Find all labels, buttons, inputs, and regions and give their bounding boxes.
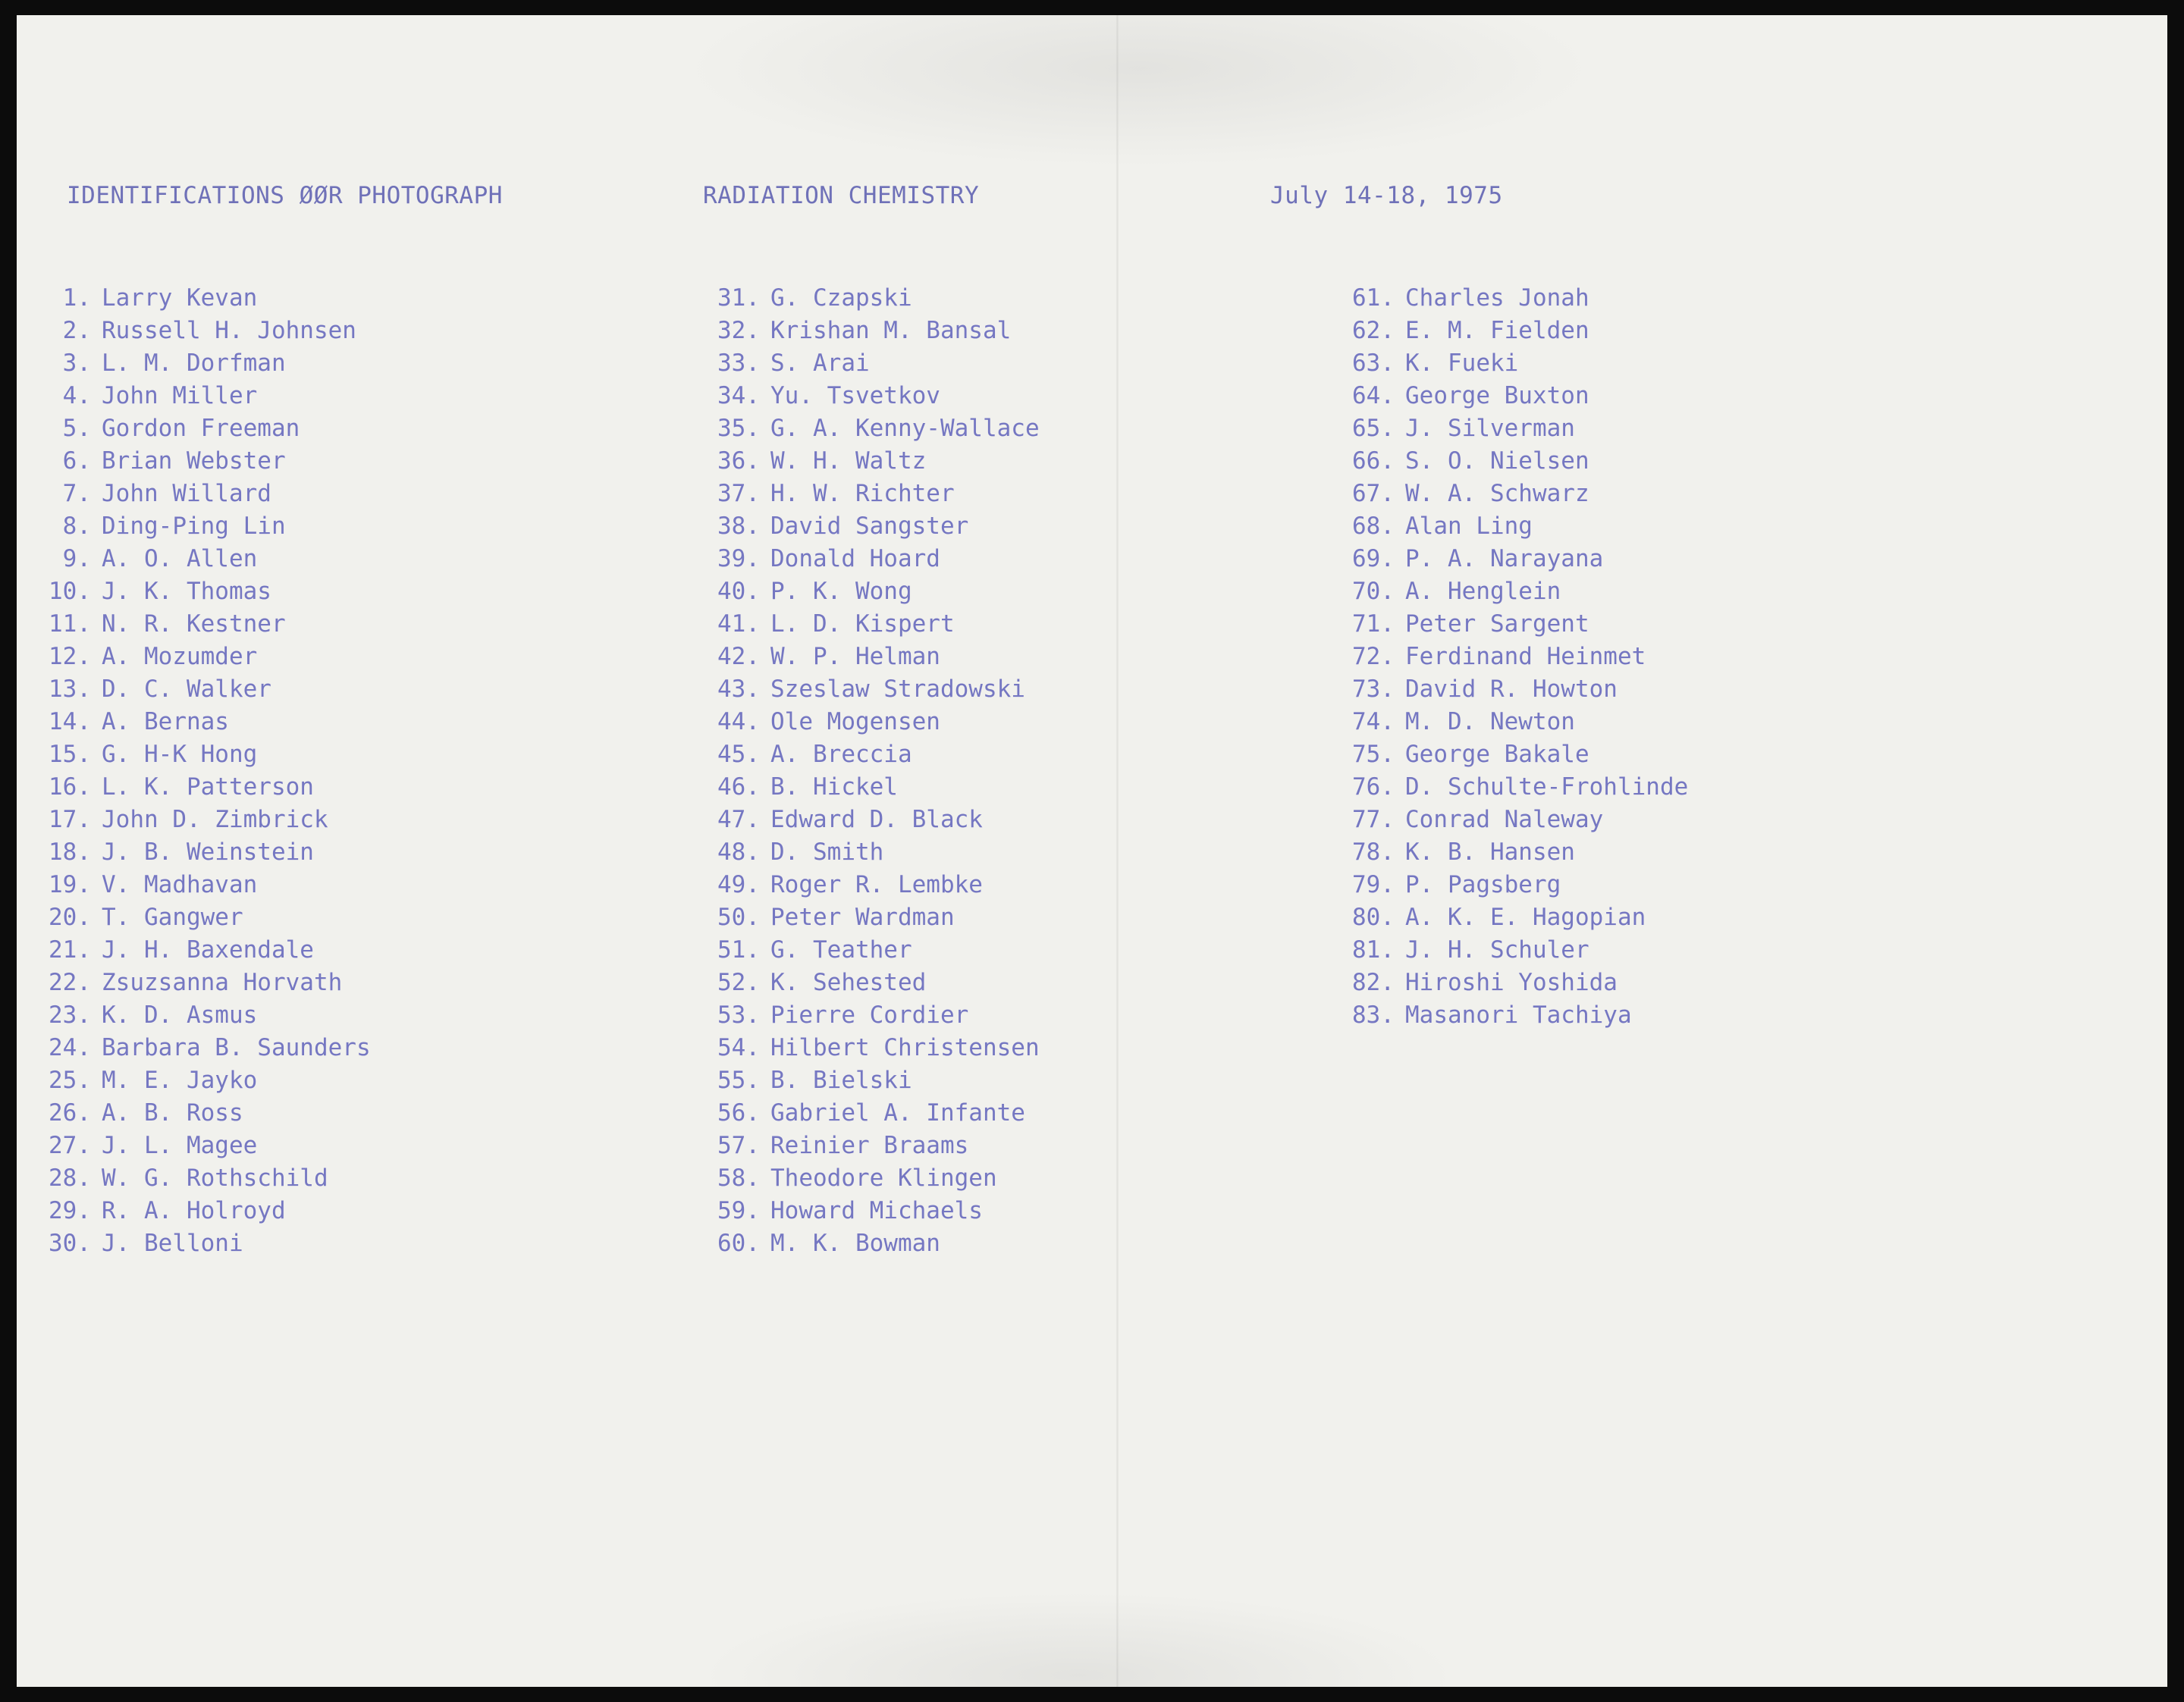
- entry-name: Gordon Freeman: [102, 415, 300, 442]
- entry-number: 21.: [49, 936, 91, 964]
- entry-name: A. K. E. Hagopian: [1405, 904, 1646, 931]
- entry-name: Brian Webster: [102, 447, 286, 475]
- entry-name: Hiroshi Yoshida: [1405, 969, 1618, 996]
- entry-name: B. Bielski: [770, 1067, 912, 1094]
- entry-name: D. Smith: [770, 838, 884, 866]
- entry-number: 41.: [717, 610, 760, 638]
- list-item: [676, 1064, 1040, 1097]
- entry-name: S. Arai: [770, 349, 870, 377]
- entry-name: E. M. Fielden: [1405, 317, 1589, 344]
- list-item: [17, 282, 371, 315]
- list-item: [676, 738, 1040, 771]
- list-item: [676, 445, 1040, 478]
- document-page: [17, 15, 2167, 1687]
- entry-number: 10.: [49, 578, 91, 605]
- bottom-smudge: [699, 1592, 1458, 1687]
- entry-number: 70.: [1352, 578, 1395, 605]
- entry-number: 69.: [1352, 545, 1395, 572]
- entry-name: J. H. Schuler: [1405, 936, 1589, 964]
- entry-number: 35.: [717, 415, 760, 442]
- entry-name: G. H-K Hong: [102, 741, 258, 768]
- list-item: [676, 967, 1040, 999]
- list-item: [676, 543, 1040, 575]
- list-item: [676, 869, 1040, 901]
- entry-number: 22.: [49, 969, 91, 996]
- list-item: [676, 347, 1040, 380]
- list-item: [17, 543, 371, 575]
- entry-name: Hilbert Christensen: [770, 1034, 1040, 1061]
- list-item: [17, 869, 371, 901]
- entry-number: 66.: [1352, 447, 1395, 475]
- name-column-3: [1311, 282, 1688, 1032]
- entry-name: Reinier Braams: [770, 1132, 969, 1159]
- entry-name: G. A. Kenny-Wallace: [770, 415, 1040, 442]
- list-item: [676, 380, 1040, 412]
- entry-name: G. Teather: [770, 936, 912, 964]
- list-item: [1311, 641, 1688, 673]
- entry-number: 64.: [1352, 382, 1395, 409]
- entry-number: 19.: [49, 871, 91, 898]
- list-item: [17, 1130, 371, 1162]
- entry-name: Charles Jonah: [1405, 284, 1589, 312]
- list-item: [676, 478, 1040, 510]
- list-item: [676, 315, 1040, 347]
- entry-number: 12.: [49, 643, 91, 670]
- list-item: [17, 478, 371, 510]
- list-item: [676, 1227, 1040, 1260]
- entry-number: 79.: [1352, 871, 1395, 898]
- entry-name: T. Gangwer: [102, 904, 243, 931]
- list-item: [17, 1064, 371, 1097]
- list-item: [1311, 706, 1688, 738]
- list-item: [1311, 380, 1688, 412]
- entry-number: 1.: [62, 284, 91, 312]
- entry-number: 24.: [49, 1034, 91, 1061]
- entry-name: W. G. Rothschild: [102, 1164, 328, 1192]
- entry-number: 72.: [1352, 643, 1395, 670]
- entry-number: 6.: [62, 447, 91, 475]
- list-item: [676, 771, 1040, 804]
- entry-name: L. K. Patterson: [102, 773, 314, 801]
- list-item: [17, 771, 371, 804]
- entry-name: Larry Kevan: [102, 284, 258, 312]
- list-item: [676, 836, 1040, 869]
- entry-name: Szeslaw Stradowski: [770, 675, 1025, 703]
- list-item: [676, 706, 1040, 738]
- entry-number: 39.: [717, 545, 760, 572]
- entry-number: 54.: [717, 1034, 760, 1061]
- name-column-1: [17, 282, 371, 1260]
- entry-name: W. P. Helman: [770, 643, 940, 670]
- list-item: [17, 1162, 371, 1195]
- entry-number: 71.: [1352, 610, 1395, 638]
- entry-name: Howard Michaels: [770, 1197, 983, 1224]
- list-item: [1311, 282, 1688, 315]
- entry-name: Zsuzsanna Horvath: [102, 969, 343, 996]
- entry-number: 14.: [49, 708, 91, 735]
- list-item: [17, 445, 371, 478]
- entry-name: P. Pagsberg: [1405, 871, 1561, 898]
- entry-name: W. A. Schwarz: [1405, 480, 1589, 507]
- entry-name: J. Belloni: [102, 1230, 243, 1257]
- list-item: [1311, 543, 1688, 575]
- list-item: [676, 412, 1040, 445]
- entry-number: 11.: [49, 610, 91, 638]
- list-item: [17, 641, 371, 673]
- entry-number: 48.: [717, 838, 760, 866]
- list-item: [1311, 510, 1688, 543]
- entry-name: John D. Zimbrick: [102, 806, 328, 833]
- entry-number: 31.: [717, 284, 760, 312]
- entry-name: M. K. Bowman: [770, 1230, 940, 1257]
- entry-name: A. Mozumder: [102, 643, 258, 670]
- list-item: [1311, 771, 1688, 804]
- entry-number: 17.: [49, 806, 91, 833]
- entry-number: 56.: [717, 1099, 760, 1127]
- list-item: [17, 706, 371, 738]
- list-item: [17, 1227, 371, 1260]
- entry-number: 4.: [62, 382, 91, 409]
- list-item: [676, 999, 1040, 1032]
- list-item: [676, 901, 1040, 934]
- entry-number: 2.: [62, 317, 91, 344]
- entry-name: Edward D. Black: [770, 806, 983, 833]
- entry-number: 32.: [717, 317, 760, 344]
- list-item: [676, 608, 1040, 641]
- entry-number: 52.: [717, 969, 760, 996]
- entry-name: M. D. Newton: [1405, 708, 1575, 735]
- entry-number: 13.: [49, 675, 91, 703]
- list-item: [1311, 315, 1688, 347]
- entry-name: Russell H. Johnsen: [102, 317, 356, 344]
- entry-name: K. B. Hansen: [1405, 838, 1575, 866]
- entry-name: George Bakale: [1405, 741, 1589, 768]
- list-item: [1311, 412, 1688, 445]
- list-item: [1311, 934, 1688, 967]
- list-item: [676, 804, 1040, 836]
- list-item: [17, 738, 371, 771]
- entry-number: 46.: [717, 773, 760, 801]
- entry-name: J. B. Weinstein: [102, 838, 314, 866]
- list-item: [17, 804, 371, 836]
- entry-name: N. R. Kestner: [102, 610, 286, 638]
- entry-name: A. Bernas: [102, 708, 229, 735]
- entry-number: 44.: [717, 708, 760, 735]
- entry-number: 3.: [62, 349, 91, 377]
- entry-number: 26.: [49, 1099, 91, 1127]
- entry-number: 65.: [1352, 415, 1395, 442]
- document-subject: RADIATION CHEMISTRY: [703, 182, 980, 209]
- entry-number: 50.: [717, 904, 760, 931]
- entry-number: 29.: [49, 1197, 91, 1224]
- list-item: [1311, 967, 1688, 999]
- entry-name: A. B. Ross: [102, 1099, 243, 1127]
- entry-number: 80.: [1352, 904, 1395, 931]
- entry-number: 40.: [717, 578, 760, 605]
- list-item: [676, 934, 1040, 967]
- entry-name: L. D. Kispert: [770, 610, 955, 638]
- entry-number: 45.: [717, 741, 760, 768]
- entry-number: 53.: [717, 1001, 760, 1029]
- entry-name: Donald Hoard: [770, 545, 940, 572]
- entry-number: 47.: [717, 806, 760, 833]
- entry-number: 58.: [717, 1164, 760, 1192]
- entry-number: 30.: [49, 1230, 91, 1257]
- entry-number: 7.: [62, 480, 91, 507]
- list-item: [1311, 869, 1688, 901]
- list-item: [17, 901, 371, 934]
- list-item: [17, 934, 371, 967]
- entry-number: 59.: [717, 1197, 760, 1224]
- entry-number: 8.: [62, 512, 91, 540]
- entry-name: David R. Howton: [1405, 675, 1618, 703]
- entry-number: 75.: [1352, 741, 1395, 768]
- list-item: [17, 999, 371, 1032]
- entry-name: Roger R. Lembke: [770, 871, 983, 898]
- entry-name: Ferdinand Heinmet: [1405, 643, 1646, 670]
- entry-name: J. L. Magee: [102, 1132, 258, 1159]
- entry-name: S. O. Nielsen: [1405, 447, 1589, 475]
- list-item: [1311, 445, 1688, 478]
- entry-number: 60.: [717, 1230, 760, 1257]
- entry-name: George Buxton: [1405, 382, 1589, 409]
- entry-number: 63.: [1352, 349, 1395, 377]
- entry-name: K. D. Asmus: [102, 1001, 258, 1029]
- list-item: [676, 510, 1040, 543]
- entry-number: 37.: [717, 480, 760, 507]
- entry-number: 62.: [1352, 317, 1395, 344]
- list-item: [1311, 738, 1688, 771]
- list-item: [17, 1195, 371, 1227]
- entry-number: 38.: [717, 512, 760, 540]
- list-item: [676, 1162, 1040, 1195]
- entry-name: Barbara B. Saunders: [102, 1034, 371, 1061]
- entry-number: 73.: [1352, 675, 1395, 703]
- entry-number: 43.: [717, 675, 760, 703]
- entry-name: Peter Sargent: [1405, 610, 1589, 638]
- entry-name: R. A. Holroyd: [102, 1197, 286, 1224]
- entry-number: 67.: [1352, 480, 1395, 507]
- list-item: [1311, 347, 1688, 380]
- entry-number: 15.: [49, 741, 91, 768]
- entry-number: 83.: [1352, 1001, 1395, 1029]
- entry-number: 78.: [1352, 838, 1395, 866]
- entry-number: 25.: [49, 1067, 91, 1094]
- entry-name: J. Silverman: [1405, 415, 1575, 442]
- entry-number: 51.: [717, 936, 760, 964]
- list-item: [17, 608, 371, 641]
- list-item: [676, 1032, 1040, 1064]
- list-item: [1311, 673, 1688, 706]
- entry-number: 28.: [49, 1164, 91, 1192]
- entry-number: 36.: [717, 447, 760, 475]
- fold-crease: [1116, 15, 1119, 1687]
- entry-number: 9.: [62, 545, 91, 572]
- entry-name: G. Czapski: [770, 284, 912, 312]
- list-item: [17, 1032, 371, 1064]
- list-item: [17, 836, 371, 869]
- entry-number: 23.: [49, 1001, 91, 1029]
- entry-number: 34.: [717, 382, 760, 409]
- name-column-2: [676, 282, 1040, 1260]
- list-item: [17, 967, 371, 999]
- list-item: [676, 575, 1040, 608]
- list-item: [1311, 575, 1688, 608]
- entry-name: Peter Wardman: [770, 904, 955, 931]
- list-item: [17, 510, 371, 543]
- entry-number: 27.: [49, 1132, 91, 1159]
- list-item: [17, 315, 371, 347]
- document-title: IDENTIFICATIONS ØØR PHOTOGRAPH: [67, 182, 503, 209]
- entry-name: J. H. Baxendale: [102, 936, 314, 964]
- entry-number: 74.: [1352, 708, 1395, 735]
- entry-number: 49.: [717, 871, 760, 898]
- list-item: [676, 641, 1040, 673]
- list-item: [676, 1130, 1040, 1162]
- entry-name: P. A. Narayana: [1405, 545, 1604, 572]
- entry-number: 55.: [717, 1067, 760, 1094]
- entry-name: Conrad Naleway: [1405, 806, 1604, 833]
- entry-name: David Sangster: [770, 512, 969, 540]
- entry-name: Gabriel A. Infante: [770, 1099, 1025, 1127]
- entry-number: 61.: [1352, 284, 1395, 312]
- entry-name: A. O. Allen: [102, 545, 258, 572]
- list-item: [1311, 478, 1688, 510]
- list-item: [676, 1195, 1040, 1227]
- entry-name: Ole Mogensen: [770, 708, 940, 735]
- entry-number: 42.: [717, 643, 760, 670]
- entry-name: J. K. Thomas: [102, 578, 271, 605]
- list-item: [1311, 608, 1688, 641]
- entry-number: 81.: [1352, 936, 1395, 964]
- list-item: [1311, 836, 1688, 869]
- list-item: [17, 575, 371, 608]
- list-item: [1311, 999, 1688, 1032]
- top-smudge: [684, 15, 1594, 167]
- entry-number: 57.: [717, 1132, 760, 1159]
- entry-number: 76.: [1352, 773, 1395, 801]
- entry-number: 33.: [717, 349, 760, 377]
- entry-name: Ding-Ping Lin: [102, 512, 286, 540]
- entry-name: P. K. Wong: [770, 578, 912, 605]
- entry-number: 18.: [49, 838, 91, 866]
- entry-name: D. Schulte-Frohlinde: [1405, 773, 1689, 801]
- entry-name: Pierre Cordier: [770, 1001, 969, 1029]
- entry-name: D. C. Walker: [102, 675, 271, 703]
- entry-number: 5.: [62, 415, 91, 442]
- list-item: [17, 1097, 371, 1130]
- list-item: [1311, 804, 1688, 836]
- entry-name: Theodore Klingen: [770, 1164, 997, 1192]
- entry-name: John Miller: [102, 382, 258, 409]
- entry-name: A. Breccia: [770, 741, 912, 768]
- list-item: [1311, 901, 1688, 934]
- list-item: [676, 673, 1040, 706]
- document-date: July 14-18, 1975: [1270, 182, 1503, 209]
- entry-name: H. W. Richter: [770, 480, 955, 507]
- entry-name: L. M. Dorfman: [102, 349, 286, 377]
- entry-number: 20.: [49, 904, 91, 931]
- entry-name: M. E. Jayko: [102, 1067, 258, 1094]
- list-item: [676, 282, 1040, 315]
- list-item: [17, 673, 371, 706]
- entry-name: A. Henglein: [1405, 578, 1561, 605]
- entry-name: K. Fueki: [1405, 349, 1519, 377]
- entry-name: Alan Ling: [1405, 512, 1533, 540]
- entry-number: 82.: [1352, 969, 1395, 996]
- entry-name: Masanori Tachiya: [1405, 1001, 1632, 1029]
- list-item: [17, 380, 371, 412]
- list-item: [676, 1097, 1040, 1130]
- entry-name: John Willard: [102, 480, 271, 507]
- entry-name: W. H. Waltz: [770, 447, 927, 475]
- entry-name: Krishan M. Bansal: [770, 317, 1012, 344]
- entry-name: K. Sehested: [770, 969, 927, 996]
- entry-number: 68.: [1352, 512, 1395, 540]
- entry-name: Yu. Tsvetkov: [770, 382, 940, 409]
- list-item: [17, 412, 371, 445]
- entry-number: 16.: [49, 773, 91, 801]
- list-item: [17, 347, 371, 380]
- entry-name: B. Hickel: [770, 773, 898, 801]
- entry-name: V. Madhavan: [102, 871, 258, 898]
- entry-number: 77.: [1352, 806, 1395, 833]
